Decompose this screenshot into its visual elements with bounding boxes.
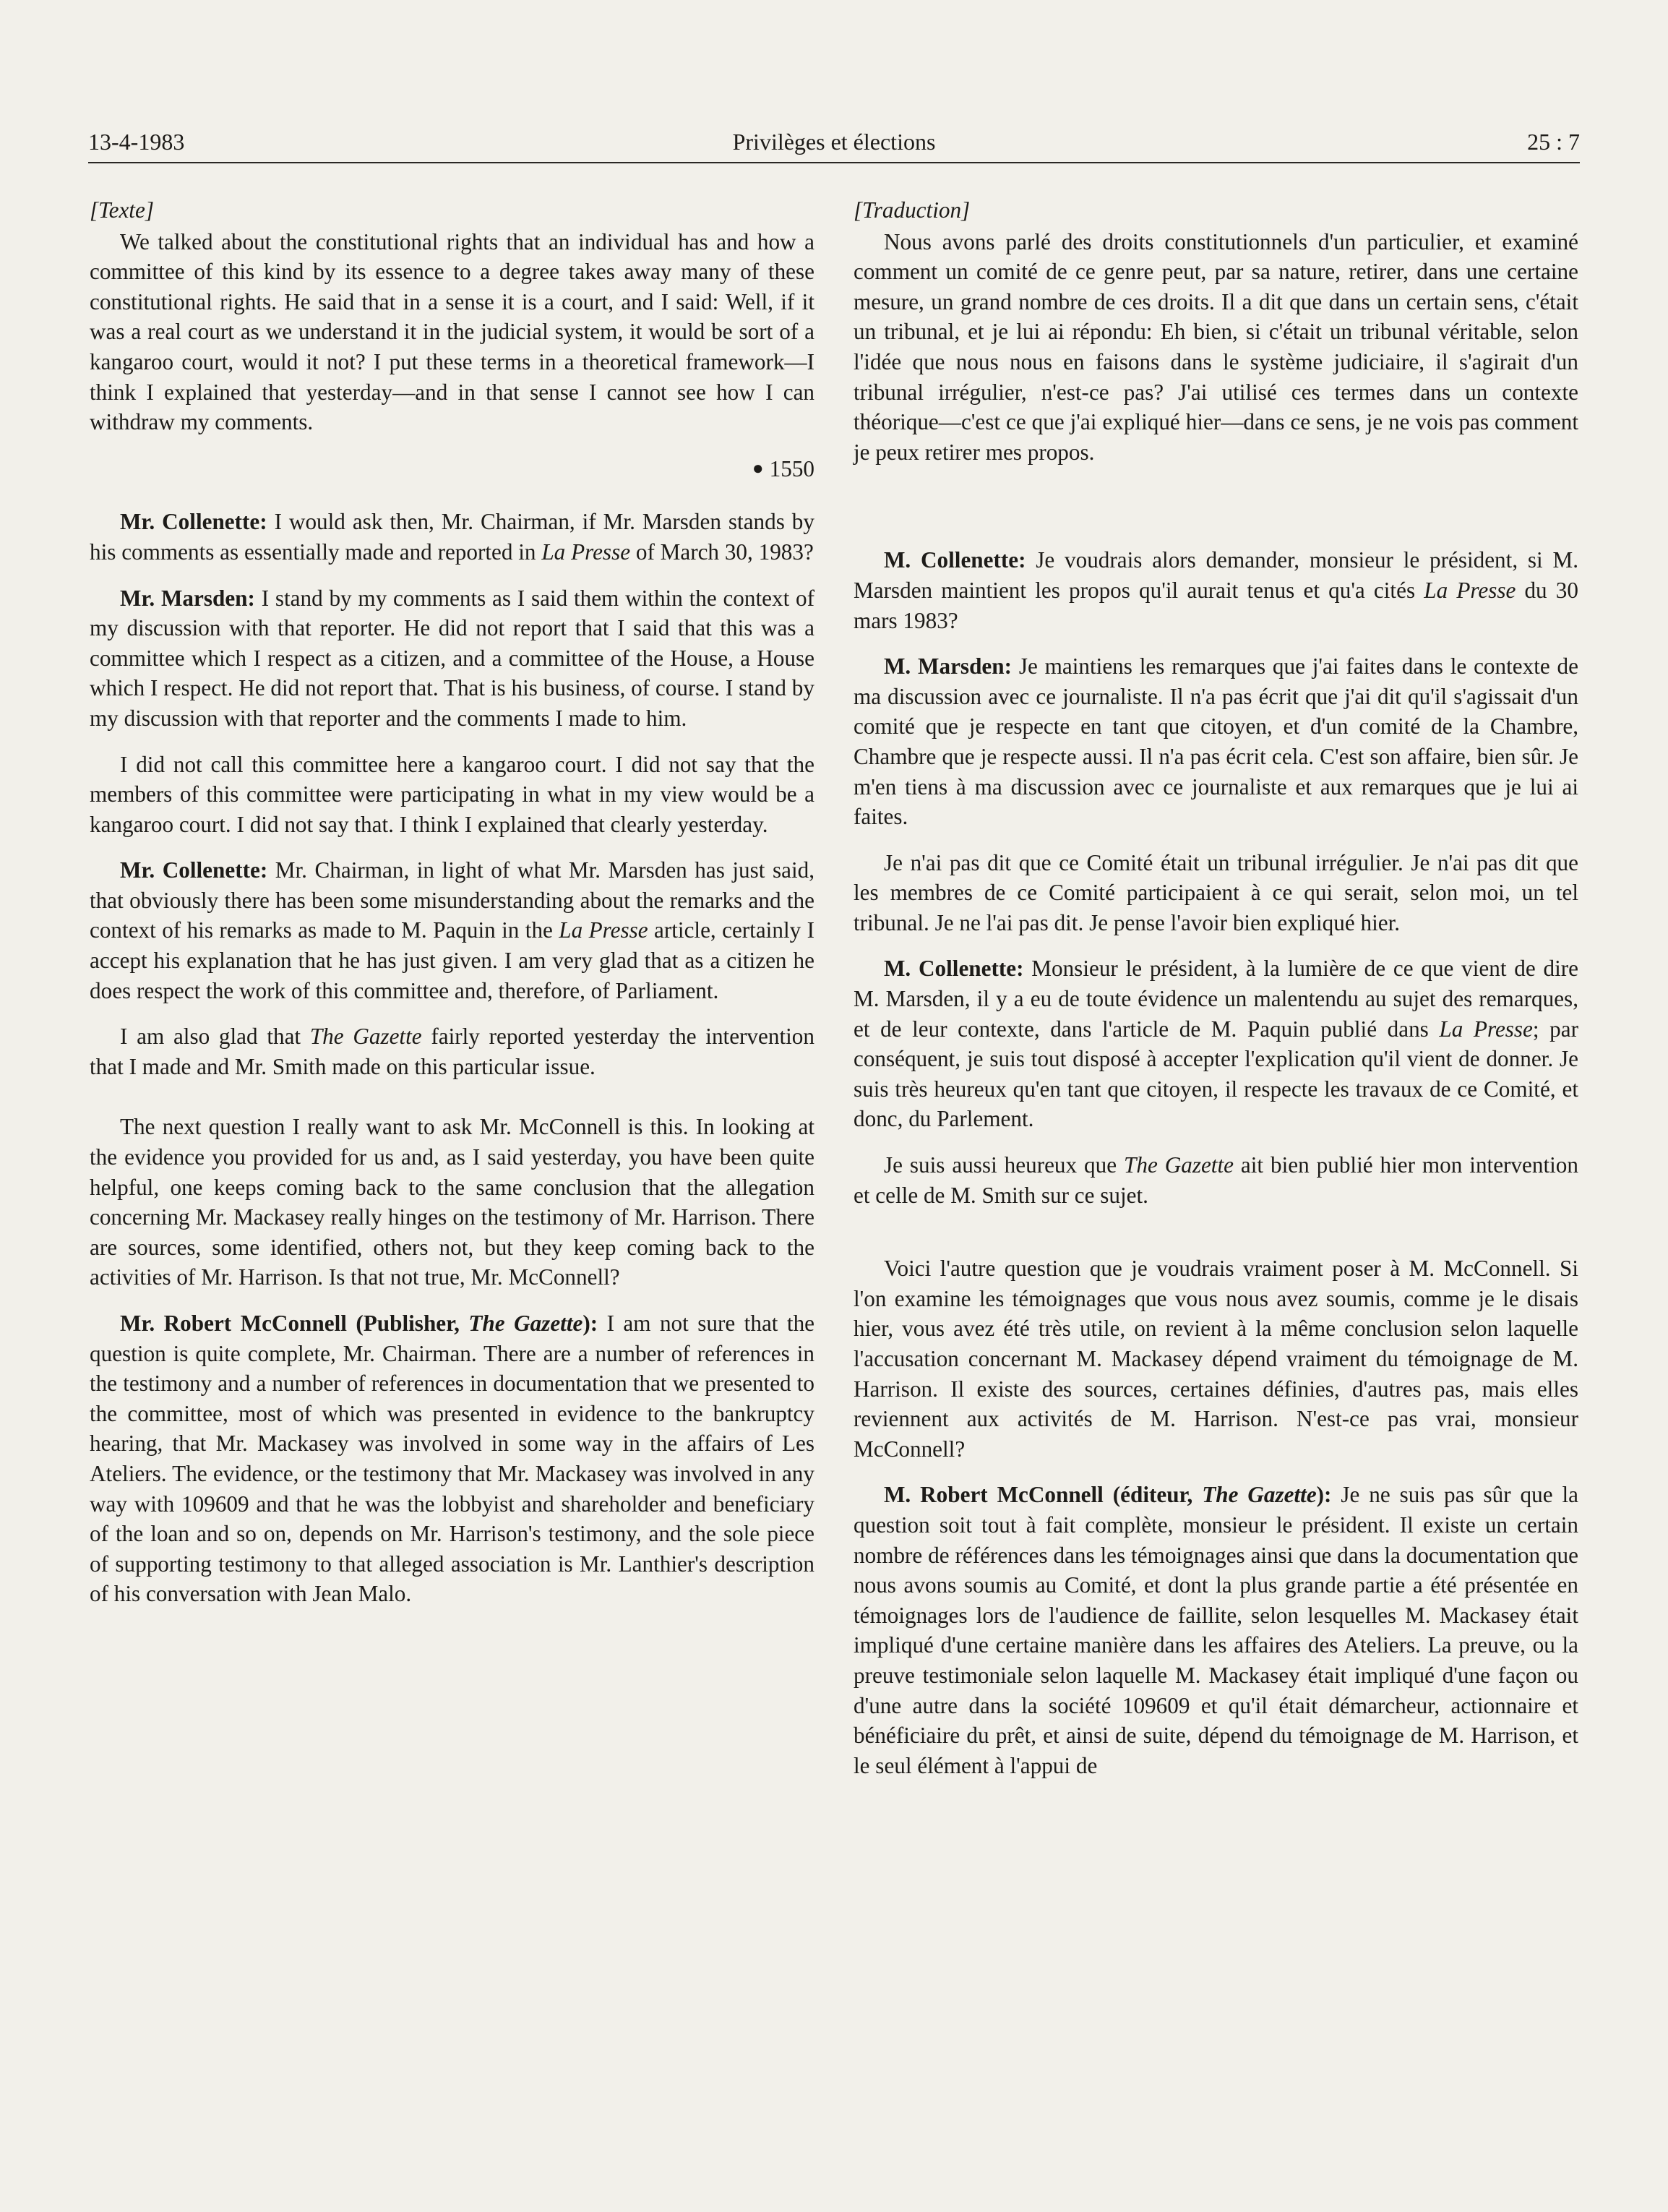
paragraph-text: I stand by my comments as I said them within the context of my discussion with that reporter. He did not report that I said that this was a committee which I respect as a citizen, and a committee of the House, a House which I respect. He did not report that. That is his business, of course. I stand by my discussion with that reporter and the comments I made to him. bbox=[90, 585, 814, 731]
paragraph bbox=[90, 855, 814, 1006]
label-text: Texte bbox=[98, 197, 145, 223]
speaker-name: ): bbox=[1316, 1482, 1332, 1508]
paragraph: Voici l'autre question que je voudrais vraiment poser à M. McConnell. Si l'on examine les témoignages que vous nous avez soumis, comme je le disais hier, vous avez été très utile, on revient à la même conclusion selon laquelle l'accusation concernant M. Mackasey dépend vraiment du témoignage de M. Harrison. Il existe des sources, certaines définies, d'autres pas, mais elles reviennent aux activités de M. Harrison. N'est-ce pas vrai, monsieur McConnell? bbox=[854, 1256, 1578, 1462]
paragraph-text: Monsieur le président, à la lumière de ce que vient de dire M. Marsden, il y a eu de toute évidence un malentendu au sujet des remarques, et de leur contexte, dans l'article de M. Paquin publié dans bbox=[854, 956, 1578, 1042]
paragraph: Je n'ai pas dit que ce Comité était un tribunal irrégulier. Je n'ai pas dit que les membres de ce Comité participaient à ce qui serait, selon moi, un tel tribunal. Je ne l'ai pas dit. Je pense l'avoir bien expliqué hier. bbox=[854, 849, 1578, 935]
speaker-name: M. Marsden: bbox=[884, 653, 1012, 680]
header-date: 13-4-1983 bbox=[88, 129, 185, 155]
speaker-name: M. Collenette: bbox=[884, 547, 1026, 573]
paragraph-text: of March 30, 1983? bbox=[630, 539, 814, 565]
speaker-name: M. Collenette: bbox=[884, 956, 1024, 982]
publication-title: The Gazette bbox=[1124, 1152, 1234, 1178]
speaker-name: M. Robert McConnell (éditeur, bbox=[884, 1482, 1203, 1508]
publication-title: The Gazette bbox=[468, 1311, 583, 1336]
paragraph bbox=[854, 1150, 1578, 1210]
header-page-number: 25 : 7 bbox=[1527, 129, 1580, 155]
english-column bbox=[90, 195, 814, 1625]
bullet-icon: ● bbox=[752, 457, 764, 479]
publication-title: La Presse bbox=[559, 917, 648, 943]
publication-title: The Gazette bbox=[309, 1024, 422, 1050]
publication-title: La Presse bbox=[1424, 577, 1516, 603]
publication-title: La Presse bbox=[1439, 1016, 1533, 1042]
time-marker-text: 1550 bbox=[769, 455, 814, 481]
speaker-name: Mr. Collenette: bbox=[120, 857, 268, 883]
paragraph bbox=[854, 651, 1578, 832]
publication-title: La Presse bbox=[541, 539, 631, 565]
paragraph-text: Je voudrais alors demander, monsieur le président, si M. Marsden maintient les propos qu'il aurait tenus et qu'a cités bbox=[854, 547, 1578, 603]
french-column bbox=[854, 195, 1578, 1796]
label-text: Traduction bbox=[862, 197, 962, 223]
paragraph-text: I am also glad that bbox=[120, 1024, 310, 1050]
paragraph-text: article, certainly I accept his explanation that he has just given. I am very glad that as a citizen he does respect the work of this committee and, therefore, of Parliament. bbox=[90, 917, 814, 1003]
speaker-name: ): bbox=[582, 1311, 598, 1336]
paragraph-text: Je suis aussi heureux que bbox=[884, 1152, 1124, 1178]
paragraph-text: fairly reported yesterday the intervention that I made and Mr. Smith made on this particular issue. bbox=[90, 1024, 814, 1079]
paragraph bbox=[854, 545, 1578, 635]
time-marker bbox=[90, 453, 814, 484]
speaker-name: Mr. Marsden: bbox=[120, 585, 255, 611]
paragraph-text: du 30 mars 1983? bbox=[854, 577, 1578, 633]
speaker-name: Mr. Collenette: bbox=[120, 509, 267, 535]
paragraph-text: Je ne suis pas sûr que la question soit tout à fait complète, monsieur le président. Il existe un certain nombre de références dans les témoignages ainsi que dans la documentation que nous avons soumis au Comité, et dont la plus grande partie a été présentée en témoignages lors de l'audience de faillite, selon lesquelles M. Mackasey était impliqué d'une certaine manière dans les affaires des Ateliers. La preuve, ou la preuve testimoniale selon laquelle M. Mackasey était impliqué d'une façon ou d'une autre dans la société 109609 et qu'il était démarcheur, actionnaire et bénéficiaire du prêt, et ainsi de suite, dépend du témoignage de M. Harrison, et le seul élément à l'appui de bbox=[854, 1482, 1578, 1778]
paragraph bbox=[90, 1308, 814, 1609]
paragraph: Nous avons parlé des droits constitutionnels d'un particulier, et examiné comment un comité de ce genre peut, par sa nature, retirer, dans une certaine mesure, un grand nombre de ces droits. Il a dit que dans un certain sens, c'était un tribunal, et je lui ai répondu: Eh bien, si c'était un tribunal véritable, selon l'idée que nous nous en faisons dans le système judiciaire, il s'agirait d'un tribunal irrégulier, n'est-ce pas? J'ai utilisé ces termes dans un contexte théorique—c'est ce que j'ai expliqué hier—dans ce sens, je ne vois pas comment je peux retirer mes propos. bbox=[854, 228, 1578, 465]
header-title: Privilèges et élections bbox=[732, 129, 936, 155]
paragraph: The next question I really want to ask Mr. McConnell is this. In looking at the evidence you provided for us and, as I said yesterday, you have been quite helpful, one keeps coming back to the same conclusion that the allegation concerning Mr. Mackasey really hinges on the testimony of Mr. Harrison. There are sources, some identified, others not, but they keep coming back to the activities of Mr. Harrison. Is that not true, Mr. McConnell? bbox=[90, 1114, 814, 1290]
publication-title: The Gazette bbox=[1202, 1482, 1317, 1508]
paragraph-text: Mr. Chairman, in light of what Mr. Marsden has just said, that obviously there has been some misunderstanding about the remarks and the context of his remarks as made to M. Paquin in the bbox=[90, 857, 814, 943]
paragraph bbox=[90, 1021, 814, 1081]
paragraph: I did not call this committee here a kangaroo court. I did not say that the members of this committee were participating in what in my view would be a kangaroo court. I did not say that. I think I explained that clearly yesterday. bbox=[90, 751, 814, 837]
paragraph-text: ; par conséquent, je suis tout disposé à accepter l'explication qu'il vient de donner. Je suis très heureux qu'en tant que citoyen, il respecte les travaux de ce Comité, et donc, du Parlement. bbox=[854, 1016, 1578, 1132]
column-label: [Texte] bbox=[90, 197, 154, 223]
paragraph bbox=[90, 583, 814, 734]
paragraph-text: I am not sure that the question is quite complete, Mr. Chairman. There are a number of references in the testimony and a number of references in documentation that we presented to the committee, most of which was presented in evidence to the bankruptcy hearing, that Mr. Mackasey was involved in some way in the affairs of Les Ateliers. The evidence, or the testimony that Mr. Mackasey was involved in any way with 109609 and that he was the lobbyist and shareholder and beneficiary of the loan and so on, depends on Mr. Harrison's testimony, and the sole piece of supporting testimony to that alleged association is Mr. Lanthier's description of his conversation with Jean Malo. bbox=[90, 1311, 815, 1607]
paragraph bbox=[90, 507, 814, 567]
column-label: [Traduction] bbox=[854, 197, 971, 223]
paragraph bbox=[854, 953, 1578, 1134]
page-header bbox=[88, 121, 1580, 163]
paragraph-text: ait bien publié hier mon intervention et celle de M. Smith sur ce sujet. bbox=[854, 1152, 1578, 1208]
paragraph: We talked about the constitutional rights that an individual has and how a committee of this kind by its essence to a degree takes away many of these constitutional rights. He said that in a sense it is a court, and I said: Well, if it was a real court as we understand it in the judicial system, it would be sort of a kangaroo court, would it not? I put these terms in a theoretical framework—I think I explained that yesterday—and in that sense I cannot see how I can withdraw my comments. bbox=[90, 228, 814, 435]
paragraph bbox=[854, 1480, 1578, 1780]
paragraph-text: Je maintiens les remarques que j'ai faites dans le contexte de ma discussion avec ce journaliste. Il n'a pas écrit que j'ai dit qu'il s'agissait d'un comité que je respecte en tant que citoyen, et d'un comité de la Chambre, Chambre que je respecte aussi. Il n'a pas écrit cela. C'est son affaire, bien sûr. Je m'en tiens à ma discussion avec ce journaliste et aux remarques que je lui ai faites. bbox=[854, 653, 1578, 830]
speaker-name: Mr. Robert McConnell (Publisher, bbox=[120, 1311, 469, 1336]
paragraph-text: I would ask then, Mr. Chairman, if Mr. Marsden stands by his comments as essentially made and reported in bbox=[90, 509, 814, 565]
